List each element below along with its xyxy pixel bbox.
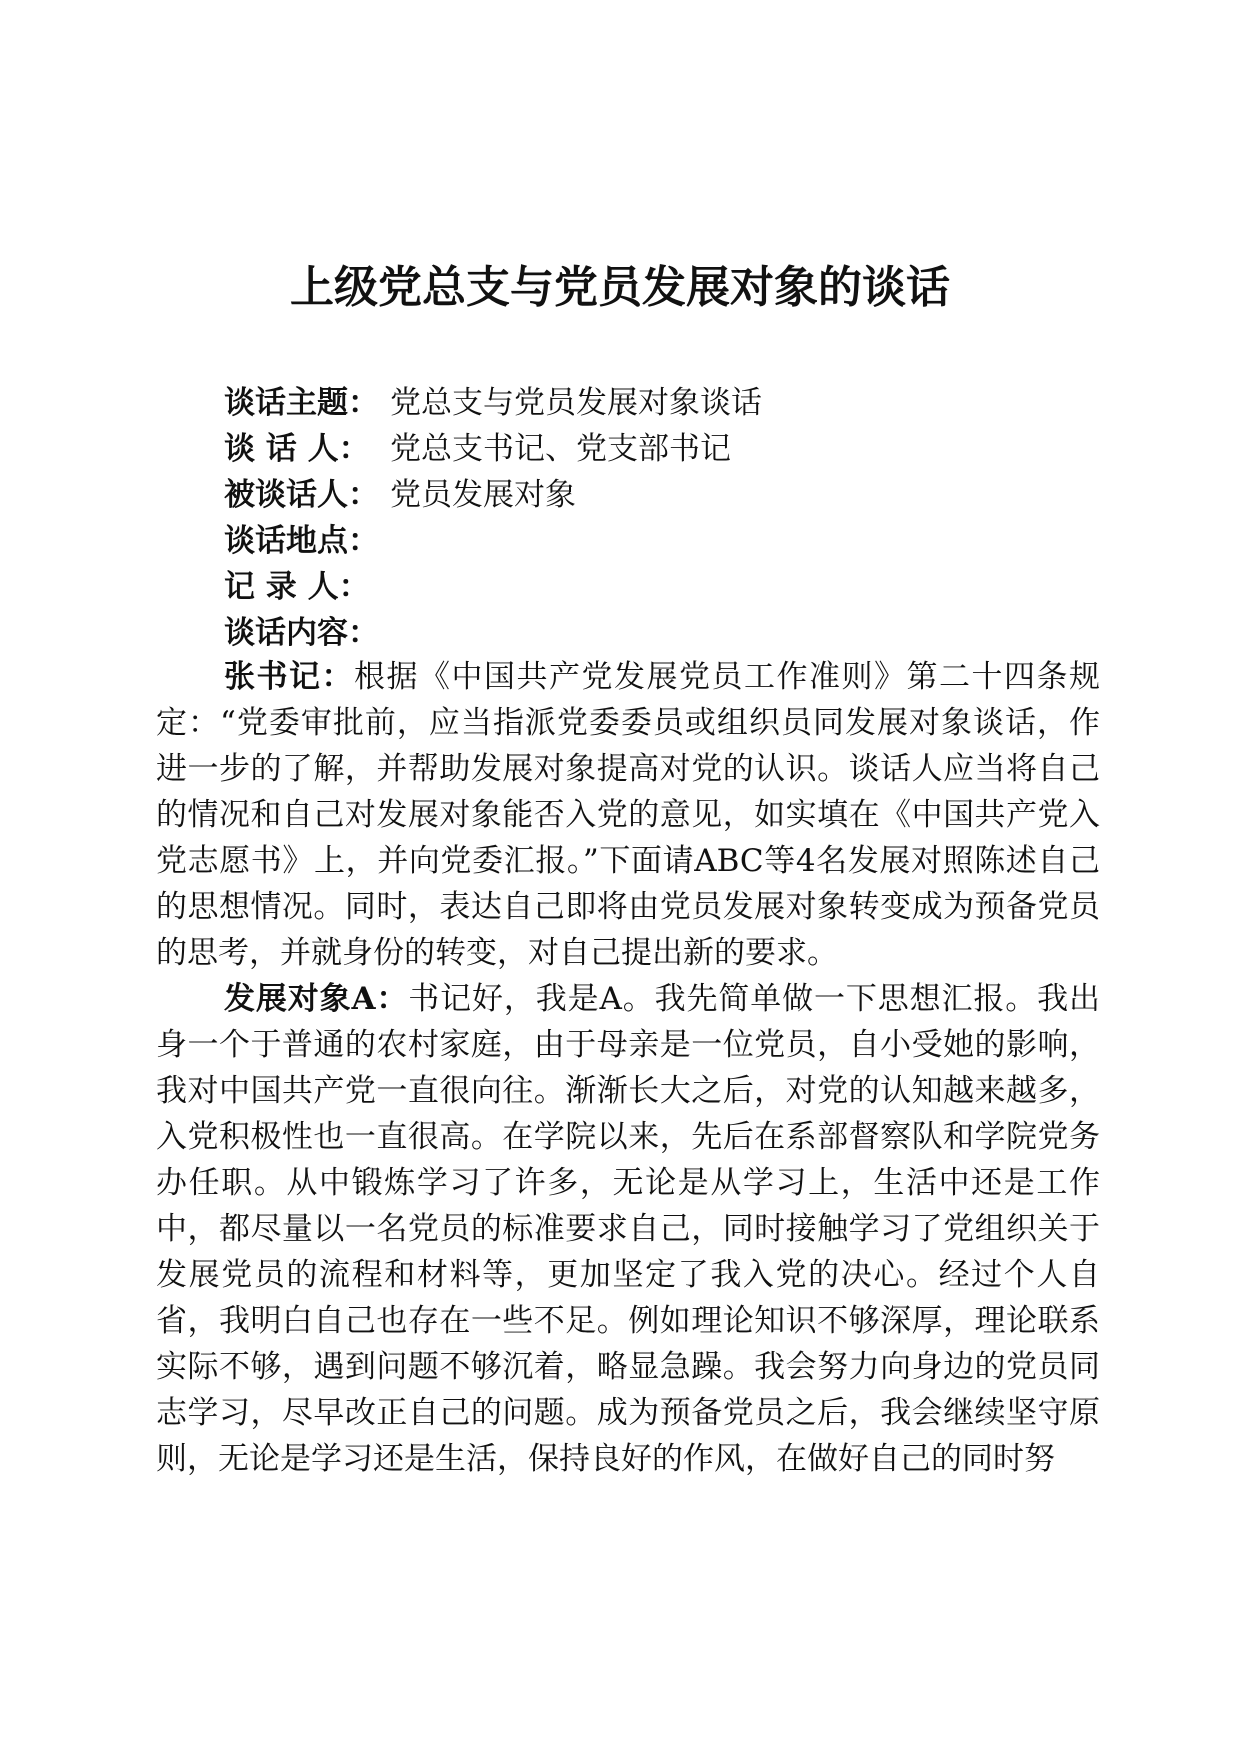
meta-value: 党总支与党员发展对象谈话 [390,385,762,421]
meta-row-interviewee [224,472,1124,518]
meta-value: 党总支书记、党支部书记 [390,431,731,467]
transcript-body [156,654,1100,1482]
paragraph-candidate-a [156,976,1100,1482]
meta-label: 谈话主题： [224,385,379,421]
meta-block [224,380,1124,656]
meta-row-topic [224,380,1124,426]
paragraph-text: 根据《中国共产党发展党员工作准则》第二十四条规定：“党委审批前，应当指派党委委员或组织员同发展对象谈话，作进一步的了解，并帮助发展对象提高对党的认识。谈话人应当将自己的情况和自己对发展对象能否入党的意见，如实填在《中国共产党入党志愿书》上，并向党委汇报。”下面请ABC等4名发展对照陈述自己的思想情况。同时，表达自己即将由党员发展对象转变成为预备党员的思考，并就身份的转变，对自己提出新的要求。 [156,659,1100,971]
meta-row-recorder [224,564,1124,610]
meta-row-location [224,518,1124,564]
meta-label: 记 录 人： [224,569,370,605]
meta-value: 党员发展对象 [390,477,576,513]
speaker-label: 发展对象A： [224,981,409,1017]
document-title: 上级党总支与党员发展对象的谈话 [290,262,950,313]
speaker-label: 张书记： [224,659,354,695]
meta-label: 谈话地点： [224,523,379,559]
meta-label: 谈话内容： [224,615,379,651]
paragraph-secretary-zhang [156,654,1100,976]
paragraph-text: 书记好，我是A。我先简单做一下思想汇报。我出身一个于普通的农村家庭，由于母亲是一位党员，自小受她的影响，我对中国共产党一直很向往。渐渐长大之后，对党的认知越来越多，入党积极性也一直很高。在学院以来，先后在系部督察队和学院党务办任职。从中锻炼学习了许多，无论是从学习上，生活中还是工作中，都尽量以一名党员的标准要求自己，同时接触学习了党组织关于发展党员的流程和材料等，更加坚定了我入党的决心。经过个人自省，我明白自己也存在一些不足。例如理论知识不够深厚，理论联系实际不够，遇到问题不够沉着，略显急躁。我会努力向身边的党员同志学习，尽早改正自己的问题。成为预备党员之后，我会继续坚守原则，无论是学习还是生活，保持良好的作风，在做好自己的同时努 [156,981,1100,1477]
meta-row-content [224,610,1124,656]
meta-label: 被谈话人： [224,477,379,513]
meta-row-speaker [224,426,1124,472]
meta-label: 谈 话 人： [224,431,370,467]
